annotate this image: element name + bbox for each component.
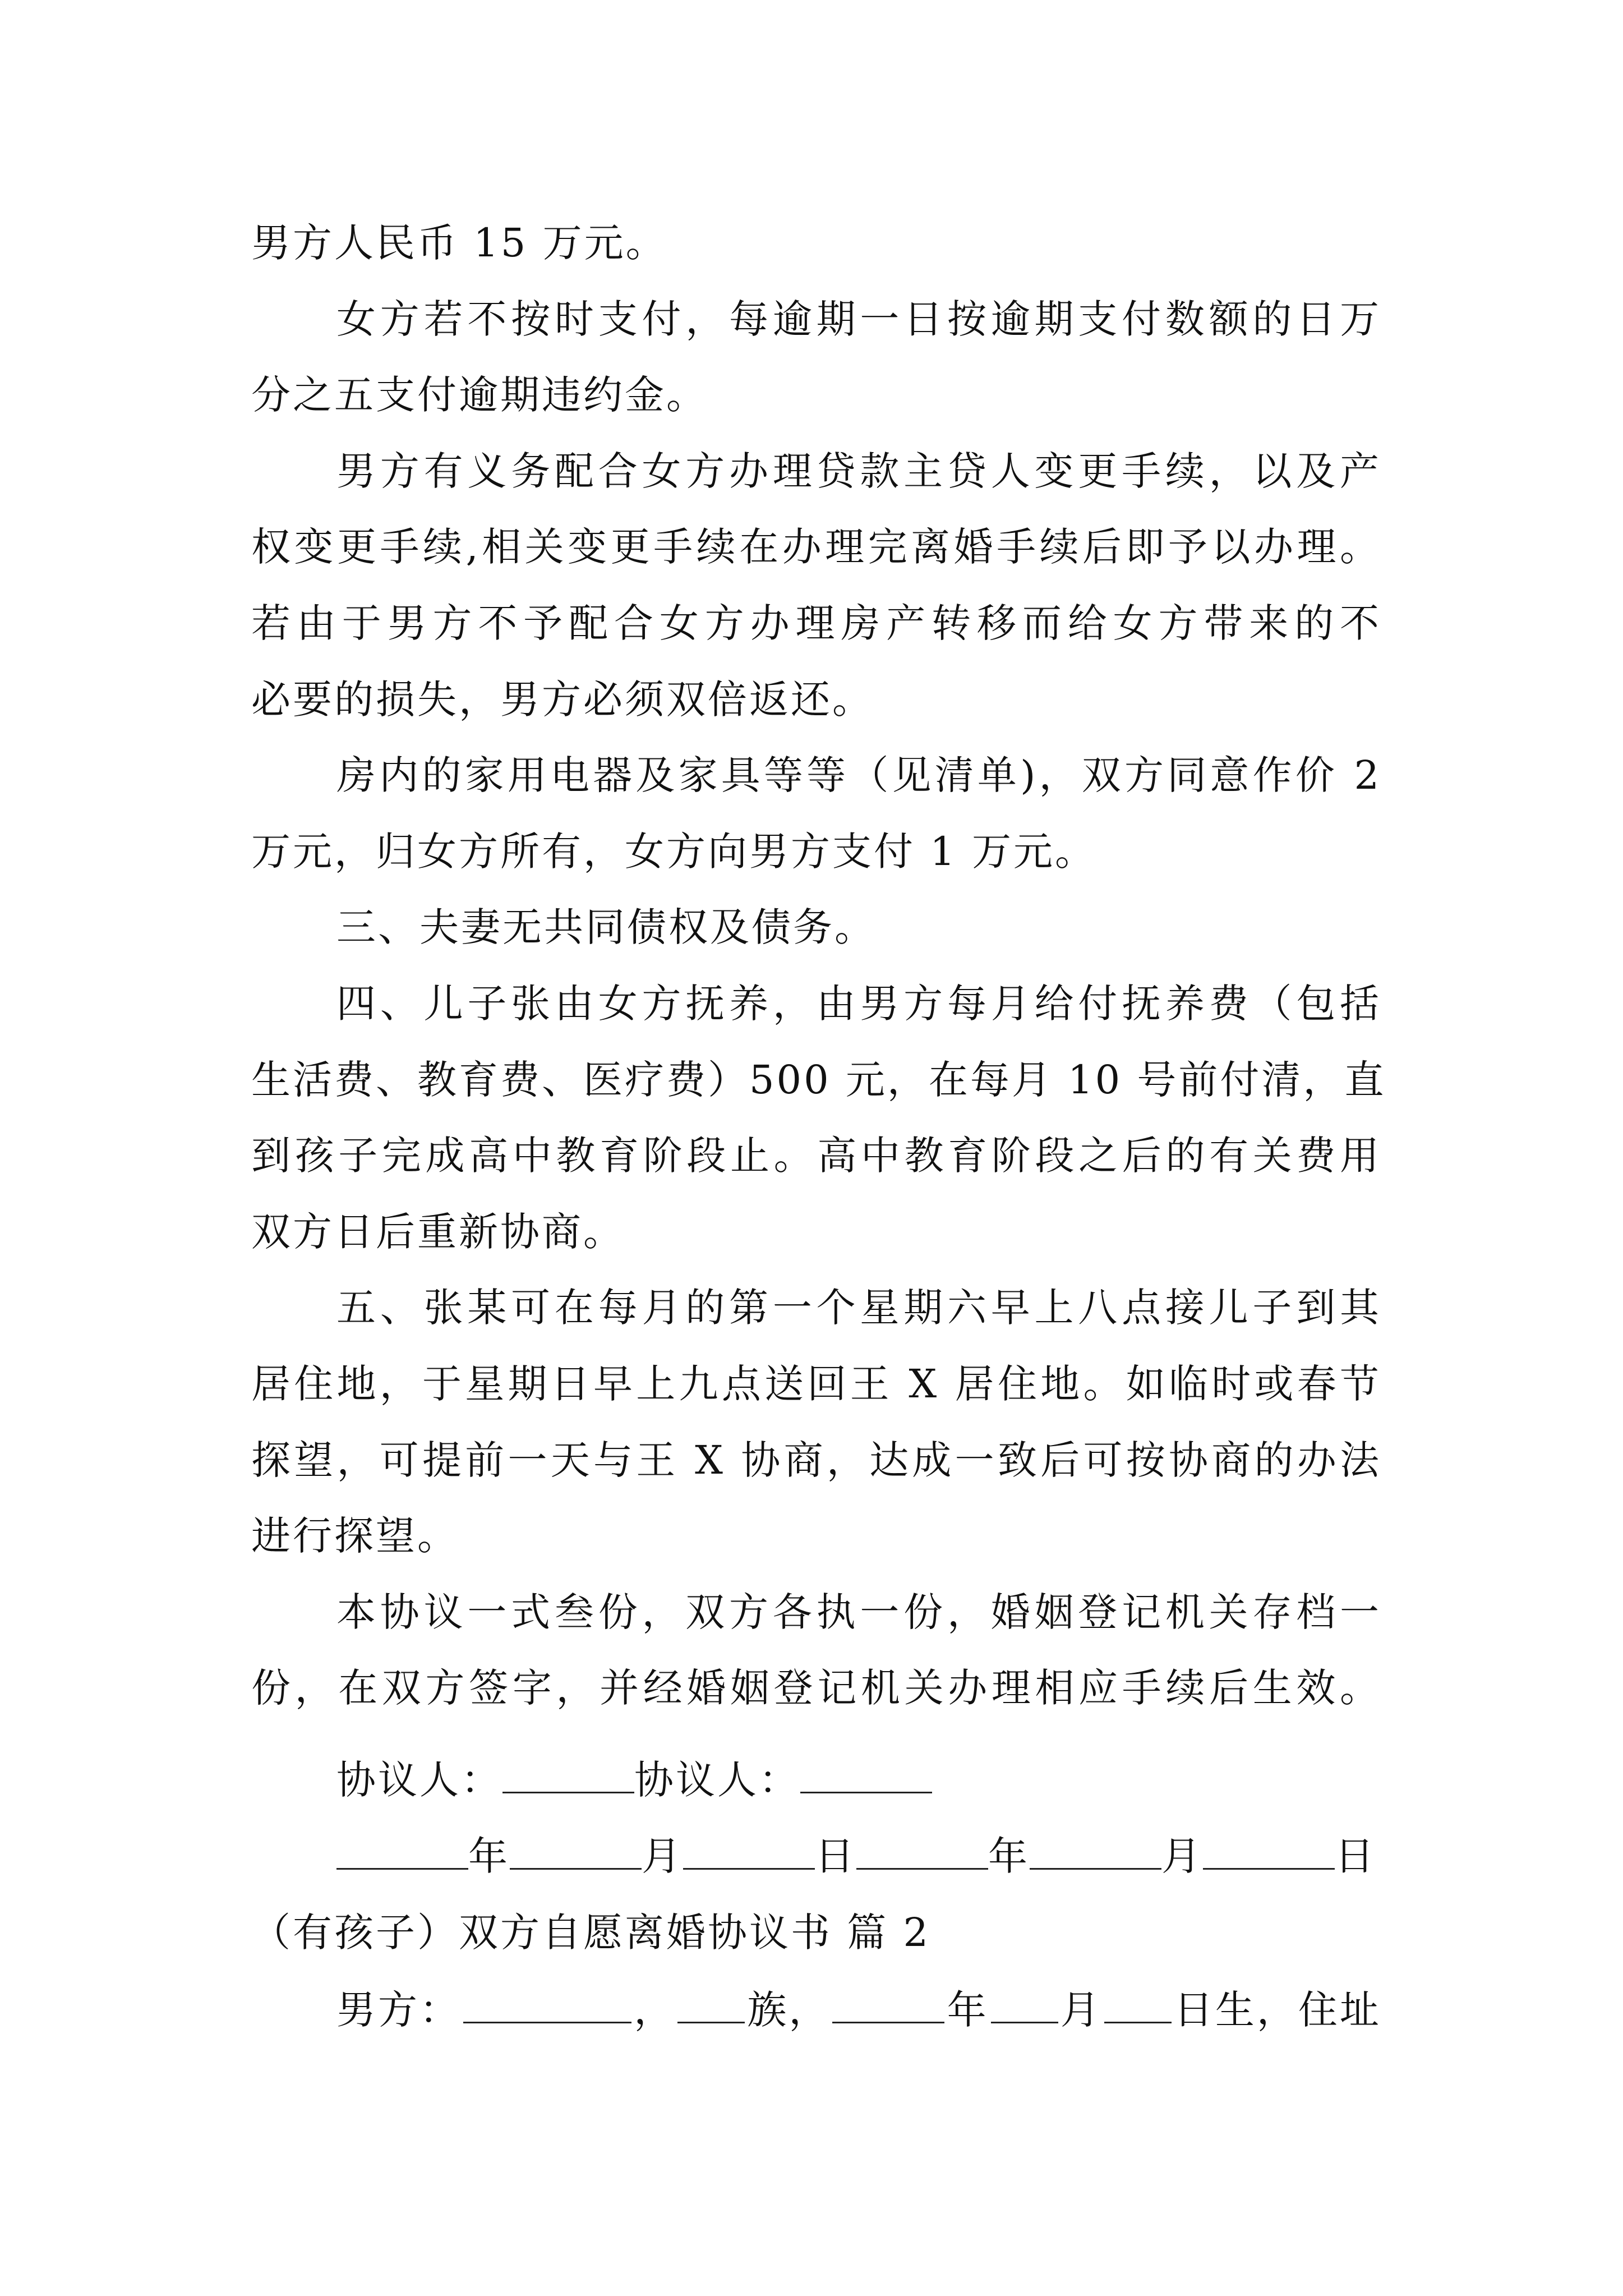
month-label: 月	[642, 1833, 681, 1879]
date-blank[interactable]	[683, 1833, 815, 1870]
date-blank[interactable]	[1030, 1833, 1161, 1870]
ethnicity-blank[interactable]	[677, 1987, 745, 2023]
signatory-label: 协议人：	[336, 1757, 502, 1803]
party-info-row	[336, 1987, 1381, 2032]
paragraph-line: 探望，可提前一天与王 X 协商，达成一致后可按协商的办法	[251, 1437, 1381, 1483]
day-label: 日	[1335, 1833, 1374, 1879]
ethnicity-label: 族，	[747, 1987, 831, 2033]
birth-day-blank[interactable]	[1104, 1987, 1172, 2023]
paragraph-line: 居住地，于星期日早上九点送回王 X 居住地。如临时或春节	[251, 1361, 1381, 1407]
month-label: 月	[1161, 1833, 1201, 1879]
paragraph-line: 权变更手续,相关变更手续在办理完离婚手续后即予以办理。	[251, 524, 1381, 570]
date-blank[interactable]	[856, 1833, 988, 1870]
name-blank[interactable]	[463, 1987, 631, 2023]
paragraph-line: 五、张某可在每月的第一个星期六早上八点接儿子到其	[336, 1285, 1381, 1331]
signatory-label: 协议人：	[634, 1757, 800, 1803]
paragraph-line: 男方有义务配合女方办理贷款主贷人变更手续，以及产	[336, 448, 1381, 494]
paragraph-line: 分之五支付逾期违约金。	[251, 372, 708, 418]
date-blank[interactable]	[510, 1833, 642, 1870]
signature-blank[interactable]	[800, 1757, 932, 1793]
paragraph-line: 进行探望。	[251, 1513, 459, 1559]
year-label: 年	[947, 1987, 989, 2033]
year-label: 年	[468, 1833, 508, 1879]
paragraph-line: 份，在双方签字，并经婚姻登记机关办理相应手续后生效。	[251, 1665, 1381, 1711]
paragraph-line: 双方日后重新协商。	[251, 1209, 625, 1255]
signature-blank[interactable]	[502, 1757, 634, 1793]
date-blank[interactable]	[1203, 1833, 1335, 1870]
paragraph-line: 房内的家用电器及家具等等（见清单)，双方同意作价 2	[336, 752, 1381, 798]
birth-month-blank[interactable]	[991, 1987, 1058, 2023]
paragraph-line: 男方人民币 15 万元。	[251, 220, 667, 266]
paragraph-line: 到孩子完成高中教育阶段止。高中教育阶段之后的有关费用	[251, 1133, 1381, 1179]
date-row	[336, 1833, 1374, 1879]
paragraph-line: 三、夫妻无共同债权及债务。	[336, 904, 876, 950]
year-label: 年	[988, 1833, 1027, 1879]
month-label: 月	[1060, 1987, 1102, 2033]
day-label: 日	[815, 1833, 854, 1879]
paragraph-line: 若由于男方不予配合女方办理房产转移而给女方带来的不	[251, 600, 1381, 646]
paragraph-line: 女方若不按时支付，每逾期一日按逾期支付数额的日万	[336, 296, 1381, 342]
birth-year-blank[interactable]	[832, 1987, 944, 2023]
paragraph-line: 必要的损失，男方必须双倍返还。	[251, 677, 874, 723]
paragraph-line: 本协议一式叁份，双方各执一份，婚姻登记机关存档一	[336, 1589, 1381, 1635]
party-label: 男方：	[336, 1987, 461, 2033]
paragraph-line: 四、儿子张由女方抚养，由男方每月给付抚养费（包括	[336, 981, 1381, 1027]
section-title: （有孩子）双方自愿离婚协议书 篇 2	[251, 1910, 931, 1955]
paragraph-line: 生活费、教育费、医疗费）500 元，在每月 10 号前付清，直	[251, 1057, 1386, 1103]
date-blank[interactable]	[336, 1833, 468, 1870]
paragraph-line: 万元，归女方所有，女方向男方支付 1 万元。	[251, 829, 1097, 875]
born-address-label: 日生，住址	[1173, 1987, 1381, 2033]
signature-row	[336, 1757, 932, 1802]
comma: ，	[634, 1987, 676, 2033]
